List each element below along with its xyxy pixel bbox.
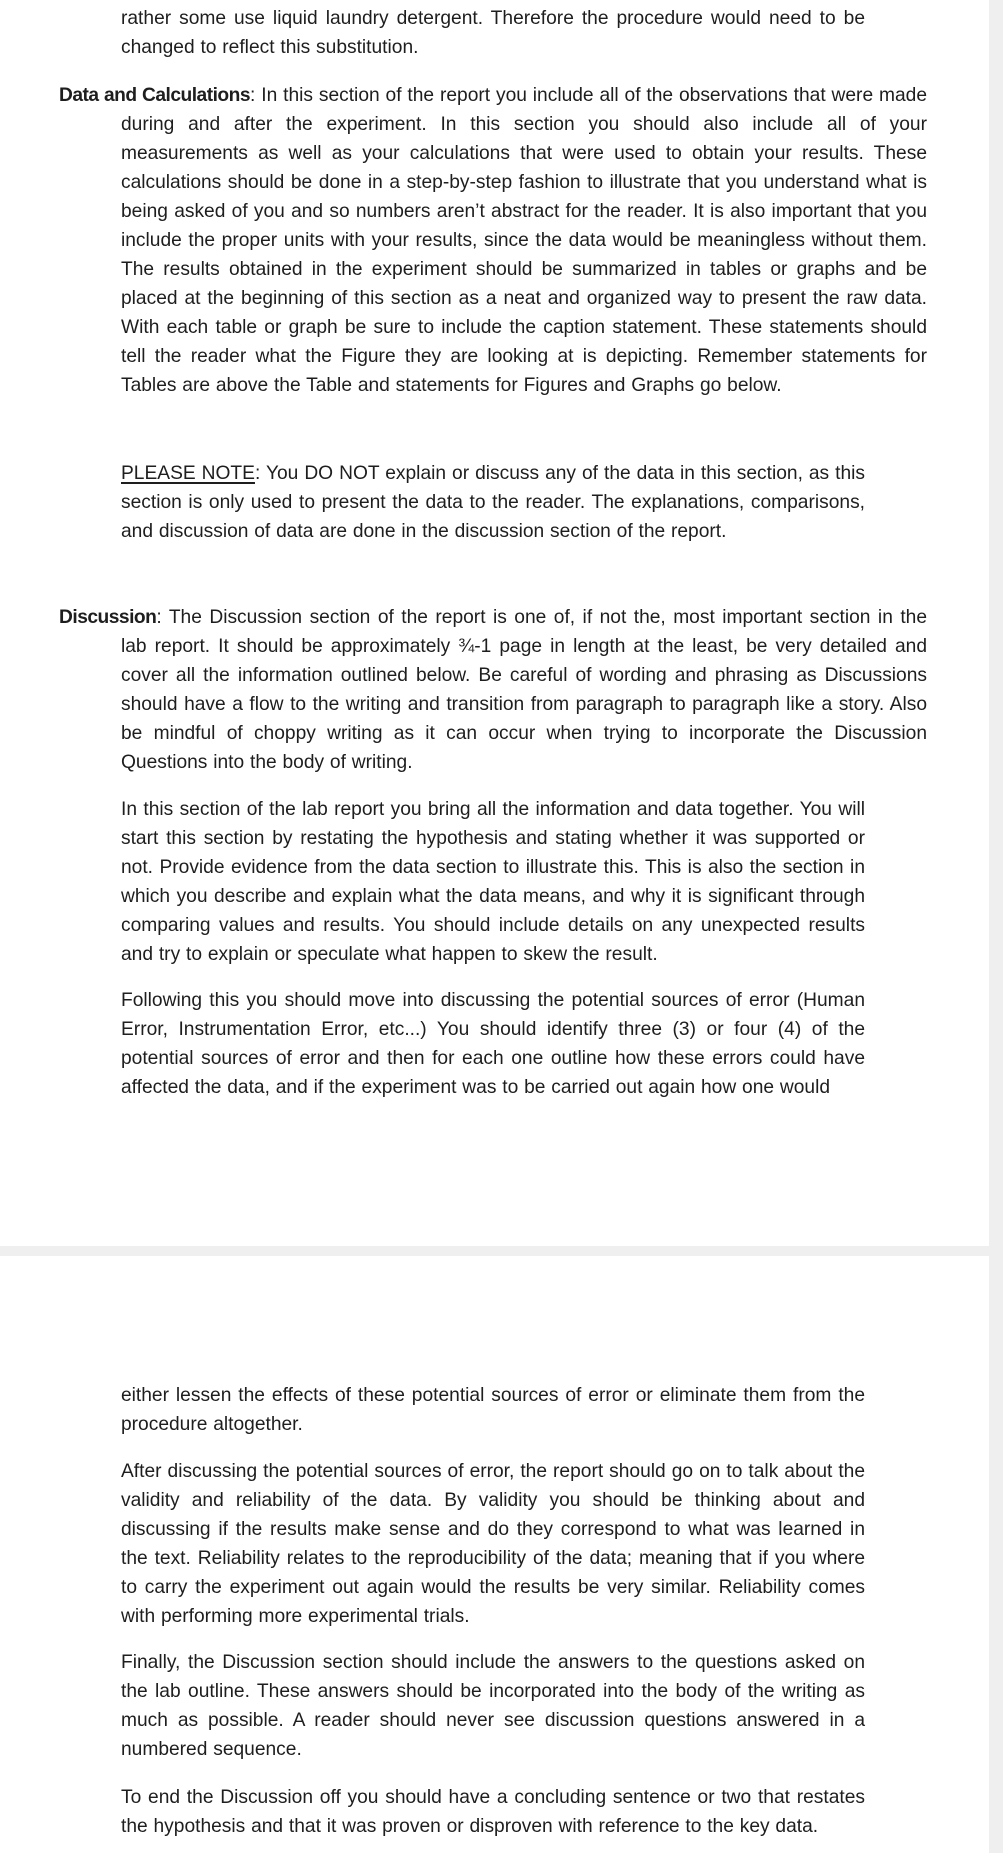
data-calculations-paragraph xyxy=(59,81,927,400)
please-note-text: : You DO NOT explain or discuss any of the data in this section, as this section is only used to present the data to the reader. The explanations, comparisons, and discussion of data are done in the discussion section of the report. xyxy=(121,463,866,542)
discussion-paragraph-3: Following this you should move into discussing the potential sources of error (Human Error, Instrumentation Error, etc...) You should identify three (3) or four (4) of the potential sources of error and then for each one outline how these errors could have affected the data, and if the experiment was to be carried out again how one would xyxy=(121,990,865,1098)
discussion-paragraph-2: In this section of the lab report you bring all the information and data together. You will start this section by restating the hypothesis and stating whether it was supported or not. Provide evidence from the data section to illustrate this. This is also the section in which you describe and explain what the data means, and why it is significant through comparing values and results. You should include details on any unexpected results and try to explain or speculate what happen to skew the result. xyxy=(121,799,865,965)
discussion-questions-paragraph: Finally, the Discussion section should include the answers to the questions asked on the lab outline. These answers should be incorporated into the body of the writing as much as possible. A reader should never see discussion questions answered in a numbered sequence. xyxy=(121,1652,865,1760)
discussion-paragraph xyxy=(59,603,927,777)
error-lessen-paragraph: either lessen the effects of these potential sources of error or eliminate them from the procedure altogether. xyxy=(121,1385,865,1435)
intro-paragraph: rather some use liquid laundry detergent. Therefore the procedure would need to be changed to reflect this substitution. xyxy=(121,8,865,58)
discussion-text: : The Discussion section of the report is one of, if not the, most important section in the lab report. It should be approximately ¾-1 page in length at the least, be very detailed and cover all the information outlined below. Be careful of wording and phrasing as Discussions should have a flow to the writing and transition from paragraph to paragraph like a story. Also be mindful of choppy writing as it can occur when trying to incorporate the Discussion Questions into the body of writing. xyxy=(121,607,927,773)
please-note-paragraph xyxy=(121,459,865,546)
concluding-paragraph: To end the Discussion off you should have a concluding sentence or two that restates the hypothesis and that it was proven or disproven with reference to the key data. xyxy=(121,1787,865,1837)
data-calculations-heading: Data and Calculations xyxy=(59,85,251,106)
please-note-label: PLEASE NOTE xyxy=(121,463,255,484)
discussion-heading: Discussion xyxy=(59,607,157,628)
document-page-2 xyxy=(0,1256,989,1853)
validity-reliability-paragraph: After discussing the potential sources of error, the report should go on to talk about the validity and reliability of the data. By validity you should be thinking about and discussing if the results make sense and do they correspond to what was learned in the text. Reliability relates to the reproducibility of the data; meaning that if you where to carry the experiment out again would the results be very similar. Reliability comes with performing more experimental trials. xyxy=(121,1461,865,1627)
data-calculations-text: : In this section of the report you include all of the observations that were made during and after the experiment. In this section you should also include all of your measurements as well as your calculations that were used to obtain your results. These calculations should be done in a step-by-step fashion to illustrate that you understand what is being asked of you and so numbers aren’t abstract for the reader. It is also important that you include the proper units with your results, since the data would be meaningless without them. The results obtained in the experiment should be summarized in tables or graphs and be placed at the beginning of this section as a neat and organized way to present the raw data. With each table or graph be sure to include the caption statement. These statements should tell the reader what the Figure they are looking at is depicting. Remember statements for Tables are above the Table and statements for Figures and Graphs go below. xyxy=(121,85,927,396)
